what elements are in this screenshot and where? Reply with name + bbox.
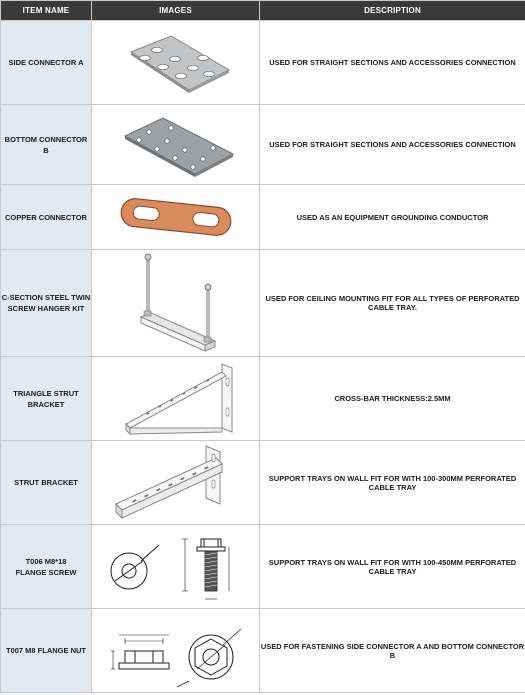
copper-link-icon — [111, 189, 241, 245]
item-image — [92, 357, 260, 441]
item-name: COPPER CONNECTOR — [1, 185, 92, 250]
table-row — [1, 21, 525, 105]
item-description: SUPPORT TRAYS ON WALL FIT FOR WITH 100-450MM PERFORATED CABLE TRAY — [260, 525, 525, 609]
item-description: SUPPORT TRAYS ON WALL FIT FOR WITH 100-300MM PERFORATED CABLE TRAY — [260, 441, 525, 525]
table-row — [1, 105, 525, 185]
item-name: BOTTOM CONNECTOR B — [1, 105, 92, 185]
header-item-name: ITEM NAME — [1, 1, 92, 21]
item-image — [92, 21, 260, 105]
item-description: USED FOR STRAIGHT SECTIONS AND ACCESSORIES CONNECTION — [260, 105, 525, 185]
item-image — [92, 525, 260, 609]
flange-nut-drawing-icon — [101, 611, 251, 691]
perforated-plate-icon — [111, 110, 241, 180]
item-description: USED FOR CEILING MOUNTING FIT FOR ALL TYPES OF PERFORATED CABLE TRAY. — [260, 250, 525, 357]
item-description: USED FOR FASTENING SIDE CONNECTOR A AND BOTTOM CONNECTOR B — [260, 609, 525, 693]
item-image — [92, 250, 260, 357]
item-name: T007 M8 FLANGE NUT — [1, 609, 92, 693]
item-name: SIDE CONNECTOR A — [1, 21, 92, 105]
table-row — [1, 441, 525, 525]
table-row — [1, 250, 525, 357]
item-name: TRIANGLE STRUT BRACKET — [1, 357, 92, 441]
perforated-plate-icon — [111, 28, 241, 98]
item-description: USED FOR STRAIGHT SECTIONS AND ACCESSORIES CONNECTION — [260, 21, 525, 105]
item-description: CROSS-BAR THICKNESS:2.5MM — [260, 357, 525, 441]
item-description: USED AS AN EQUIPMENT GROUNDING CONDUCTOR — [260, 185, 525, 250]
triangle-bracket-icon — [106, 358, 246, 440]
item-image — [92, 185, 260, 250]
table-row — [1, 185, 525, 250]
item-name: T006 M8*18 FLANGE SCREW — [1, 525, 92, 609]
header-images: IMAGES — [92, 1, 260, 21]
item-name: C-SECTION STEEL TWIN SCREW HANGER KIT — [1, 250, 92, 357]
strut-bracket-icon — [106, 442, 246, 524]
flange-screw-drawing-icon — [101, 527, 251, 607]
item-image — [92, 105, 260, 185]
table-header-row — [1, 1, 525, 21]
table-row — [1, 609, 525, 693]
table-row — [1, 357, 525, 441]
header-description: DESCRIPTION — [260, 1, 525, 21]
item-image — [92, 609, 260, 693]
item-name: STRUT BRACKET — [1, 441, 92, 525]
item-image — [92, 441, 260, 525]
hanger-kit-icon — [111, 251, 241, 355]
table-row — [1, 525, 525, 609]
